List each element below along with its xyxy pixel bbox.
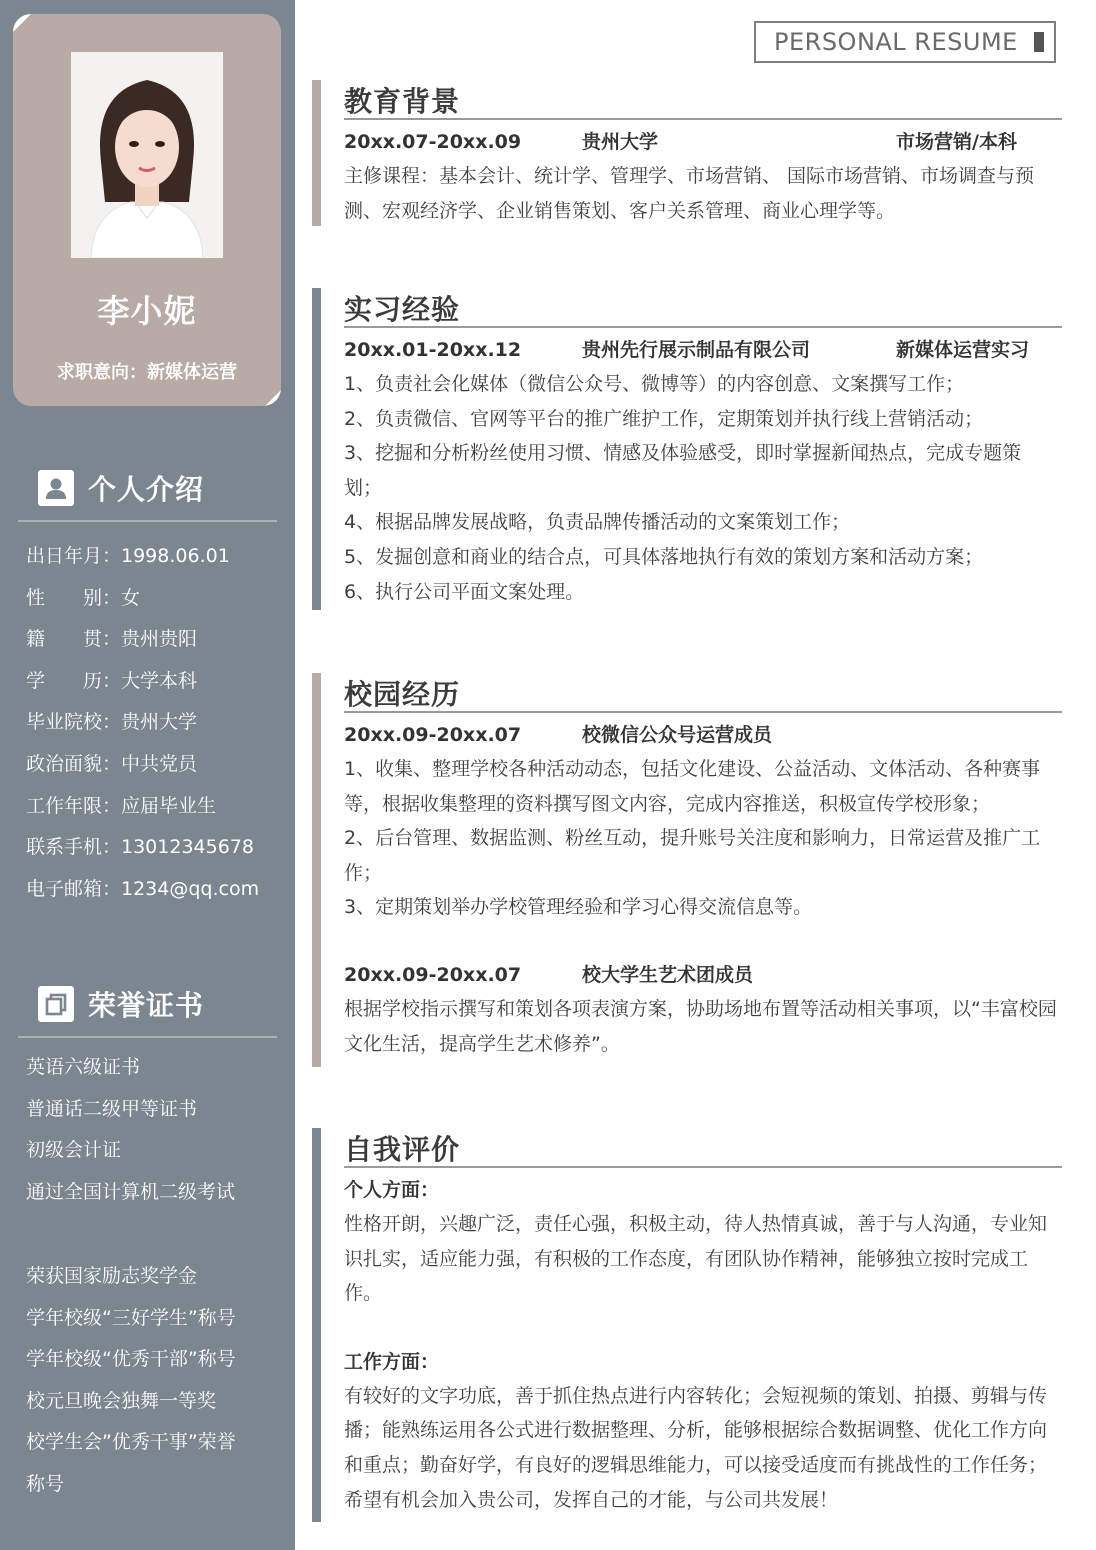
- list-item: 普通话二级甲等证书: [26, 1097, 198, 1120]
- intro-heading: 个人介绍: [38, 468, 204, 508]
- resume-title: PERSONAL RESUME: [774, 28, 1018, 56]
- section-heading: 自我评价: [344, 1133, 461, 1166]
- entry-period: 20xx.09-20xx.07: [344, 963, 522, 986]
- entry-period: 20xx.09-20xx.07: [344, 724, 522, 746]
- list-item: 5、发掘创意和商业的结合点，可具体落地执行有效的策划方案和活动方案；: [344, 545, 984, 568]
- section-body: [344, 333, 1058, 609]
- internship-section: [312, 288, 1064, 618]
- cert-list: [26, 1047, 291, 1213]
- subheading: 工作方面：: [344, 1350, 440, 1373]
- list-item: 联系手机：13012345678: [26, 836, 254, 859]
- section-body: [344, 1173, 1058, 1517]
- list-item: 工作年限：应届毕业生: [26, 794, 217, 817]
- entry-period: 20xx.01-20xx.12: [344, 339, 522, 361]
- entry-org: 贵州大学: [582, 131, 659, 153]
- campus-section: [312, 673, 1064, 1073]
- list-item: 电子邮箱：1234@qq.com: [26, 877, 260, 900]
- entry-org: 贵州先行展示制品有限公司: [582, 339, 811, 361]
- entry-role: 新媒体运营实习: [896, 339, 1030, 361]
- person-icon: [38, 470, 74, 506]
- job-intent: 求职意向：新媒体运营: [57, 362, 237, 383]
- section-rule: [344, 711, 1062, 713]
- section-heading: 校园经历: [344, 678, 461, 711]
- list-item: 学 历：大学本科: [26, 669, 198, 692]
- section-body: [344, 125, 1058, 228]
- list-item: 籍 贯：贵州贵阳: [26, 628, 198, 651]
- entry-description: 主修课程：基本会计、统计学、管理学、市场营销、 国际市场营销、市场调查与预测、宏观经济学、企业销售策划、客户关系管理、商业心理学等。: [344, 165, 1035, 222]
- list-item: 校元旦晚会独舞一等奖: [26, 1389, 217, 1412]
- entry-row: [344, 718, 1058, 752]
- list-item: 出日年月：1998.06.01: [26, 545, 230, 567]
- profile-photo: [71, 52, 223, 258]
- section-accent-bar: [312, 673, 321, 1067]
- card-corner-decoration: [13, 14, 31, 32]
- section-accent-bar: [312, 288, 321, 610]
- profile-name: 李小妮: [97, 292, 197, 330]
- section-accent-bar: [312, 80, 321, 226]
- entry-description: 根据学校指示撰写和策划各项表演方案，协助场地布置等活动相关事项，以“丰富校园文化生活，提高学生艺术修养”。: [344, 997, 1057, 1055]
- entry-row: [344, 958, 1058, 992]
- list-item: 2、后台管理、数据监测、粉丝互动，提升账号关注度和影响力，日常运营及推广工作；: [344, 827, 1041, 884]
- intro-list: [26, 536, 291, 910]
- list-item: 2、负责微信、官网等平台的推广维护工作，定期策划并执行线上营销活动；: [344, 407, 984, 430]
- section-heading: 教育背景: [344, 85, 461, 118]
- entry-role: 校微信公众号运营成员: [582, 724, 773, 746]
- section-body: [344, 718, 1058, 1061]
- section-rule: [344, 326, 1062, 328]
- list-item: 称号: [26, 1472, 65, 1495]
- divider: [18, 520, 277, 522]
- card-corner-decoration: [265, 390, 281, 406]
- list-item: 3、挖掘和分析粉丝使用习惯、情感及体验感受，即时掌握新闻热点，完成专题策划；: [344, 442, 1022, 499]
- resume-title-box: [754, 21, 1056, 63]
- profile-card: [13, 14, 281, 406]
- list-item: 荣获国家励志奖学金: [26, 1265, 198, 1287]
- education-section: [312, 80, 1064, 230]
- award-list: [26, 1256, 291, 1506]
- section-heading: 实习经验: [344, 293, 461, 326]
- list-item: 政治面貌：中共党员: [26, 752, 198, 775]
- entry-period: 20xx.07-20xx.09: [344, 131, 522, 153]
- subheading: 个人方面：: [344, 1179, 440, 1201]
- list-item: 毕业院校：贵州大学: [26, 711, 198, 734]
- list-item: 校学生会”优秀干事”荣誉: [26, 1431, 236, 1454]
- list-item: 通过全国计算机二级考试: [26, 1180, 236, 1203]
- self-eval-section: [312, 1128, 1064, 1528]
- certificate-icon: [38, 986, 74, 1022]
- honor-heading: 荣誉证书: [38, 984, 204, 1024]
- section-accent-bar: [312, 1128, 321, 1522]
- section-rule: [344, 1166, 1062, 1168]
- list-item: 4、根据品牌发展战略，负责品牌传播活动的文案策划工作；: [344, 511, 851, 534]
- divider: [18, 1036, 277, 1038]
- section-rule: [344, 118, 1062, 120]
- list-item: 学年校级“优秀干部”称号: [26, 1348, 236, 1371]
- list-item: 1、负责社会化媒体（微信公众号、微博等）的内容创意、文案撰写工作；: [344, 373, 965, 395]
- portrait-illustration: [71, 52, 223, 258]
- entry-row: [344, 125, 1058, 159]
- entry-role: 市场营销/本科: [896, 131, 1017, 153]
- list-item: 初级会计证: [26, 1139, 122, 1162]
- list-item: 性 别：女: [26, 586, 141, 609]
- list-item: 1、收集、整理学校各种活动动态，包括文化建设、公益活动、文体活动、各种赛事等，根据收集整理的资料撰写图文内容，完成内容推送，积极宣传学校形象；: [344, 758, 1041, 815]
- title-block-decoration: [1034, 32, 1044, 52]
- paragraph: 性格开朗，兴趣广泛，责任心强，积极主动，待人热情真诚，善于与人沟通，专业知识扎实，适应能力强，有积极的工作态度，有团队协作精神，能够独立按时完成工作。: [344, 1213, 1048, 1305]
- list-item: 学年校级“三好学生”称号: [26, 1306, 236, 1329]
- entry-role: 校大学生艺术团成员: [582, 963, 754, 986]
- paragraph: 有较好的文字功底，善于抓住热点进行内容转化；会短视频的策划、拍摄、剪辑与传播；能熟练运用各公式进行数据整理、分析，能够根据综合数据调整、优化工作方向和重点；勤奋好学，有良好的逻辑思维能力，可以接受适度而有挑战性的工作任务；希望有机会加入贵公司，发挥自己的才能，与公司共发展！: [344, 1384, 1048, 1511]
- sidebar: [0, 0, 295, 1550]
- entry-row: [344, 333, 1058, 367]
- list-item: 6、执行公司平面文案处理。: [344, 580, 585, 603]
- list-item: 3、定期策划举办学校管理经验和学习心得交流信息等。: [344, 896, 813, 919]
- list-item: 英语六级证书: [26, 1056, 141, 1078]
